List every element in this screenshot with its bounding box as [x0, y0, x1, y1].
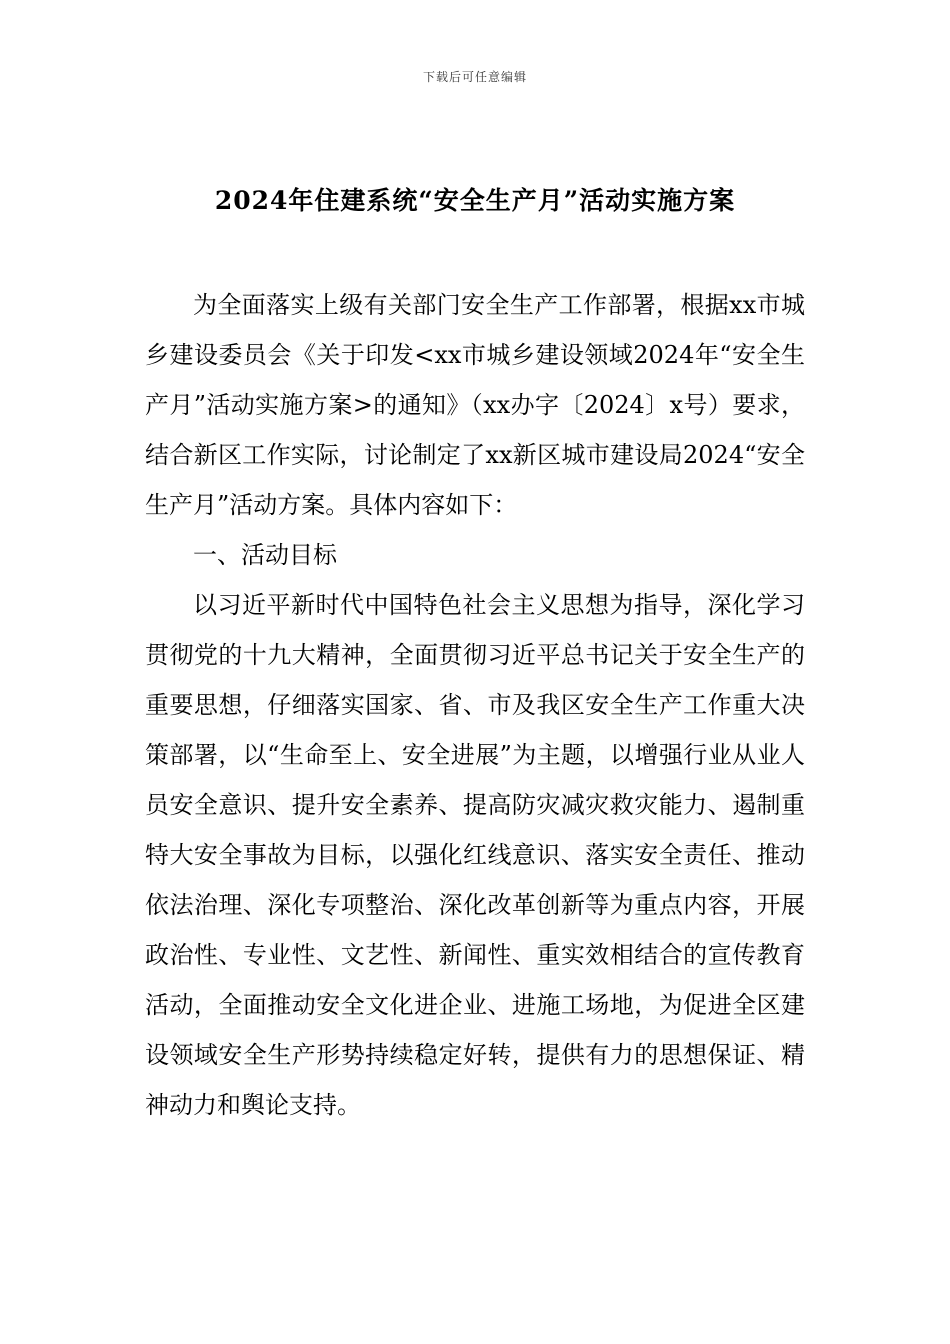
document-body	[145, 280, 805, 1130]
section-heading: 一、活动目标	[193, 541, 337, 569]
intro-paragraph: 为全面落实上级有关部门安全生产工作部署，根据xx市城乡建设委员会《关于印发<xx市城乡建设领域2024年“安全生产月”活动实施方案>的通知》（xx办字〔2024〕x号）要求，结合新区工作实际，讨论制定了xx新区城市建设局2024“安全生产月”活动方案。具体内容如下：	[145, 291, 805, 519]
header-note: 下载后可任意编辑	[422, 70, 527, 84]
document-title: 2024年住建系统“安全生产月”活动实施方案	[214, 186, 736, 215]
section-paragraph: 以习近平新时代中国特色社会主义思想为指导，深化学习贯彻党的十九大精神，全面贯彻习近平总书记关于安全生产的重要思想，仔细落实国家、省、市及我区安全生产工作重大决策部署，以“生命至上、安全进展”为主题，以增强行业从业人员安全意识、提升安全素养、提高防灾减灾救灾能力、遏制重特大安全事故为目标，以强化红线意识、落实安全责任、推动依法治理、深化专项整治、深化改革创新等为重点内容，开展政治性、专业性、文艺性、新闻性、重实效相结合的宣传教育活动，全面推动安全文化进企业、进施工场地，为促进全区建设领域安全生产形势持续稳定好转，提供有力的思想保证、精神动力和舆论支持。	[145, 591, 805, 1119]
